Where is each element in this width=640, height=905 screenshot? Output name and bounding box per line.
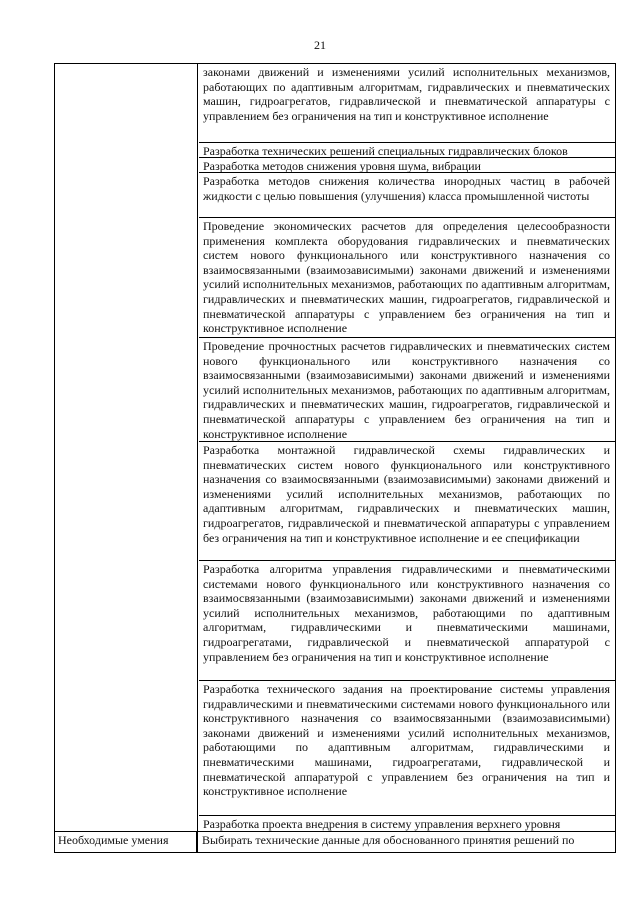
task-row: Разработка проекта внедрения в систему управления верхнего уровня xyxy=(203,817,561,831)
skills-row xyxy=(54,831,616,853)
skill-item: Выбирать технические данные для обоснованного принятия решений по xyxy=(198,831,616,853)
table-label-column xyxy=(55,64,198,852)
task-row: Проведение экономических расчетов для определения целесообразности применения комплекта оборудования гидравлических и пневматических систем нового функционального или конструктивного назначения со взаимосвязанными (взаимозависимыми) законами движений и изменениями усилий исполнительных механизмов, работающих по адаптивным алгоритмам, гидравлических и пневматических машин, гидроагрегатов, гидравлической и пневматической аппаратуры с управлением без ограничения на тип и конструктивное исполнение xyxy=(199,218,615,338)
task-row: Разработка технического задания на проектирование системы управления гидравлическими и пневматическими системами нового функционального или конструктивного назначения со взаимосвязанными (взаимозависимыми) законами движений и изменениями усилий исполнительных механизмов, работающими по адаптивным алгоритмам, гидравлическими и пневматическими машинами, гидроагрегатами, гидравлической и пневматической аппаратурой с управлением без ограничения на тип и конструктивное исполнение xyxy=(199,681,615,816)
page-number: 21 xyxy=(314,38,326,52)
task-row: Разработка алгоритма управления гидравлическими и пневматическими системами нового функционального или конструктивного назначения со взаимосвязанными (взаимозависимыми) законами движений и изменениями усилий исполнительных механизмов, работающими по адаптивным алгоритмам, гидравлическими и пневматическими машинами, гидроагрегатами, гидравлической и пневматической аппаратурой с управлением без ограничения на тип и конструктивное исполнение xyxy=(199,561,615,681)
task-row: законами движений и изменениями усилий исполнительных механизмов, работающих по адаптивным алгоритмам, гидравлических и пневматических машин, гидроагрегатов, гидравлической и пневматической аппаратуры с управлением без ограничения на тип и конструктивное исполнение xyxy=(199,64,615,143)
skills-label: Необходимые умения xyxy=(54,831,197,853)
task-row: Разработка методов снижения уровня шума, вибрации xyxy=(199,158,615,173)
task-row: Разработка монтажной гидравлической схемы гидравлических и пневматических систем нового функционального или конструктивного назначения со взаимосвязанными (взаимозависимыми) законами движений и изменениями усилий исполнительных механизмов, работающих по адаптивным алгоритмам, гидравлических и пневматических машин, гидроагрегатов, гидравлической и пневматической аппаратуры с управлением без ограничения на тип и конструктивное исполнение и ее спецификации xyxy=(199,442,615,561)
task-row: Проведение прочностных расчетов гидравлических и пневматических систем нового функционального или конструктивного назначения со взаимосвязанными (взаимозависимыми) законами движений и изменениями усилий исполнительных механизмов, работающих по адаптивным алгоритмам, гидравлических и пневматических машин, гидроагрегатов, гидравлической и пневматической аппаратуры с управлением без ограничения на тип и конструктивное исполнение xyxy=(199,338,615,442)
task-row: Разработка методов снижения количества инородных частиц в рабочей жидкости с целью повышения (улучшения) класса промышленной чистоты xyxy=(199,173,615,218)
task-row: Разработка технических решений специальных гидравлических блоков xyxy=(199,143,615,158)
labor-functions-table xyxy=(54,63,616,853)
